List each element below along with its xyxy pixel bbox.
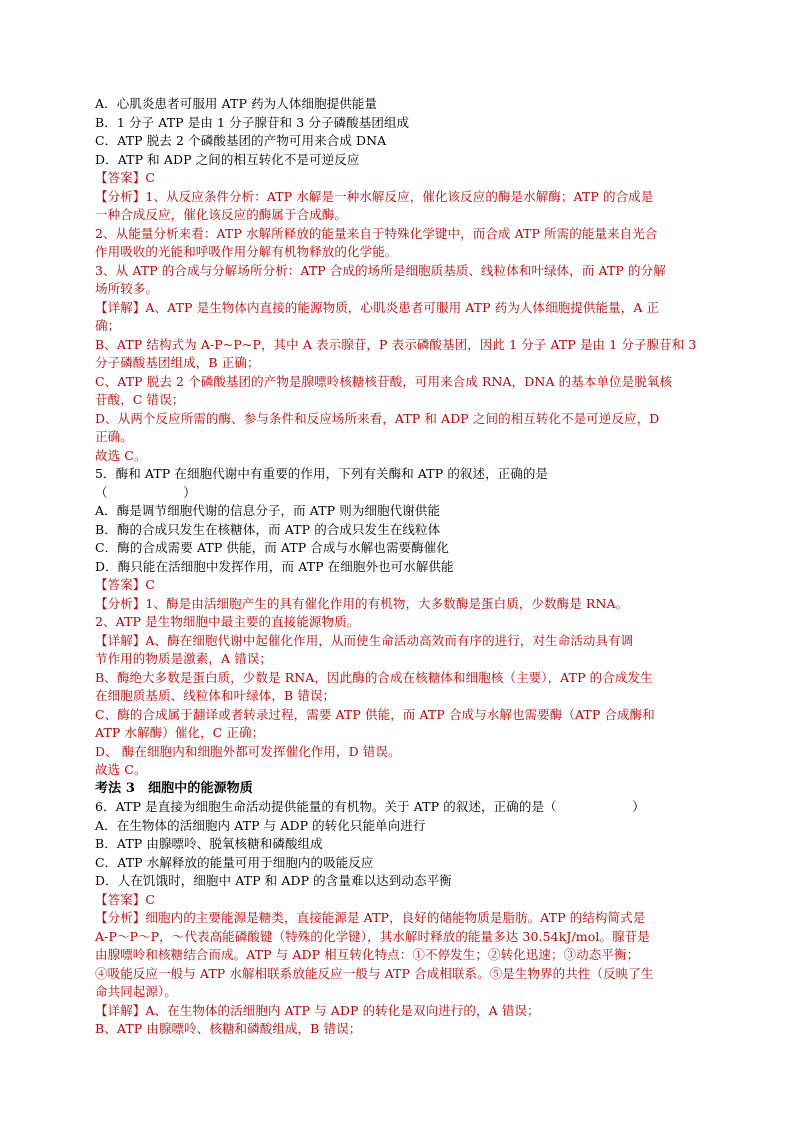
text-line: C．酶的合成需要 ATP 供能，而 ATP 合成与水解也需要酶催化 <box>95 540 449 555</box>
text-line: 确； <box>95 318 121 333</box>
text-line: 命共同起源）。 <box>95 984 177 999</box>
text-line: C、酶的合成属于翻译或者转录过程，需要 ATP 供能，而 ATP 合成与水解也需要酶（ATP 合成酶和 <box>95 706 655 722</box>
text-line: （ ） <box>95 484 196 500</box>
text-line: 2、从能量分析来看：ATP 水解所释放的能量来自于特殊化学键中，而合成 ATP 所需的能量来自光合 <box>95 225 658 241</box>
section-heading: 考法 3 细胞中的能源物质 <box>95 780 253 796</box>
text-line: C．ATP 水解释放的能量可用于细胞内的吸能反应 <box>95 854 374 870</box>
text-line: 在细胞质基质、线粒体和叶绿体，B 错误； <box>95 688 336 703</box>
text-line: B．ATP 由腺嘌呤、脱氧核糖和磷酸组成 <box>95 836 323 851</box>
text-line: 由腺嘌呤和核糖结合而成。ATP 与 ADP 相互转化特点：①不停发生；②转化迅速；③动态平衡； <box>95 947 640 962</box>
text-line: D、从两个反应所需的酶、参与条件和反应场所来看，ATP 和 ADP 之间的相互转化不是可逆反应，D <box>95 410 660 426</box>
text-line: 分子磷酸基团组成，B 正确； <box>95 355 260 370</box>
text-line: D、 酶在细胞内和细胞外都可发挥催化作用，D 错误。 <box>95 743 401 759</box>
text-line: 3、从 ATP 的合成与分解场所分析：ATP 合成的场所是细胞质基质、线粒体和叶绿体，而 ATP 的分解 <box>95 262 666 278</box>
text-line: 作用吸收的光能和呼吸作用分解有机物释放的化学能。 <box>95 244 398 259</box>
text-line: C、ATP 脱去 2 个磷酸基团的产物是腺嘌呤核糖核苷酸，可用来合成 RNA，DNA 的基本单位是脱氧核 <box>95 373 673 389</box>
text-line: ④吸能反应一般与 ATP 水解相联系放能反应一般与 ATP 合成相联系。⑤是生物界的共性（反映了生 <box>95 965 654 981</box>
text-line: 5．酶和 ATP 在细胞代谢中有重要的作用，下列有关酶和 ATP 的叙述，正确的是 <box>95 466 549 481</box>
text-line: 【详解】A、在生物体的活细胞内 ATP 与 ADP 的转化是双向进行的，A 错误； <box>95 1002 540 1018</box>
text-line: D．酶只能在活细胞中发挥作用，而 ATP 在细胞外也可水解供能 <box>95 558 454 574</box>
text-line: A．酶是调节细胞代谢的信息分子，而 ATP 则为细胞代谢供能 <box>95 503 441 518</box>
text-line: 一种合成反应，催化该反应的酶属于合成酶。 <box>95 207 348 222</box>
text-line: 【答案】C <box>95 577 156 592</box>
text-line: B、ATP 结构式为 A-P~P~P，其中 A 表示腺苷，P 表示磷酸基团，因此 1 分子 ATP 是由 1 分子腺苷和 3 <box>95 336 697 352</box>
text-line: 【答案】C <box>95 170 156 185</box>
text-line: 【分析】1、酶是由活细胞产生的具有催化作用的有机物，大多数酶是蛋白质，少数酶是 RNA。 <box>95 595 629 611</box>
text-line: B、ATP 由腺嘌呤、核糖和磷酸组成，B 错误； <box>95 1021 362 1036</box>
text-line: 【答案】C <box>95 891 156 907</box>
text-line: 故选 C。 <box>95 447 147 463</box>
text-line: A．在生物体的活细胞内 ATP 与 ADP 的转化只能单向进行 <box>95 817 426 833</box>
text-line: B．酶的合成只发生在核糖体，而 ATP 的合成只发生在线粒体 <box>95 521 441 537</box>
text-line: 节作用的物质是激素，A 错误； <box>95 651 273 666</box>
text-line: B、酶绝大多数是蛋白质，少数是 RNA，因此酶的合成在核糖体和细胞核（主要），ATP 的合成发生 <box>95 669 653 685</box>
text-line: 场所较多。 <box>95 281 159 296</box>
text-line: 【分析】细胞内的主要能源是糖类，直接能源是 ATP，良好的储能物质是脂肪。ATP 的结构简式是 <box>95 910 646 925</box>
text-line: 6．ATP 是直接为细胞生命活动提供能量的有机物。关于 ATP 的叙述，正确的是（ ） <box>95 799 645 814</box>
text-line: D．ATP 和 ADP 之间的相互转化不是可逆反应 <box>95 151 360 167</box>
text-line: D．人在饥饿时，细胞中 ATP 和 ADP 的含量难以达到动态平衡 <box>95 873 452 888</box>
text-line: 【详解】A、酶在细胞代谢中起催化作用，从而使生命活动高效而有序的进行，对生命活动具有调 <box>95 632 634 648</box>
text-line: 2、ATP 是生物细胞中最主要的直接能源物质。 <box>95 614 360 629</box>
text-line: 【详解】A、ATP 是生物体内直接的能源物质，心肌炎患者可服用 ATP 药为人体细胞提供能量，A 正 <box>95 299 660 315</box>
text-line: A．心肌炎患者可服用 ATP 药为人体细胞提供能量 <box>95 96 378 111</box>
text-line: 正确。 <box>95 429 133 444</box>
text-line: A-P～P～P，～代表高能磷酸键（特殊的化学键），其水解时释放的能量多达 30.54kJ/mol。腺苷是 <box>95 928 650 944</box>
text-line: 【分析】1、从反应条件分析：ATP 水解是一种水解反应，催化该反应的酶是水解酶；ATP 的合成是 <box>95 188 654 204</box>
text-line: 故选 C。 <box>95 762 147 777</box>
text-line: ATP 水解酶）催化，C 正确； <box>95 725 265 740</box>
text-line: B．1 分子 ATP 是由 1 分子腺苷和 3 分子磷酸基团组成 <box>95 114 410 130</box>
text-line: 苷酸，C 错误； <box>95 392 185 407</box>
document-page <box>95 95 701 1039</box>
text-line: C．ATP 脱去 2 个磷酸基团的产物可用来合成 DNA <box>95 133 387 148</box>
